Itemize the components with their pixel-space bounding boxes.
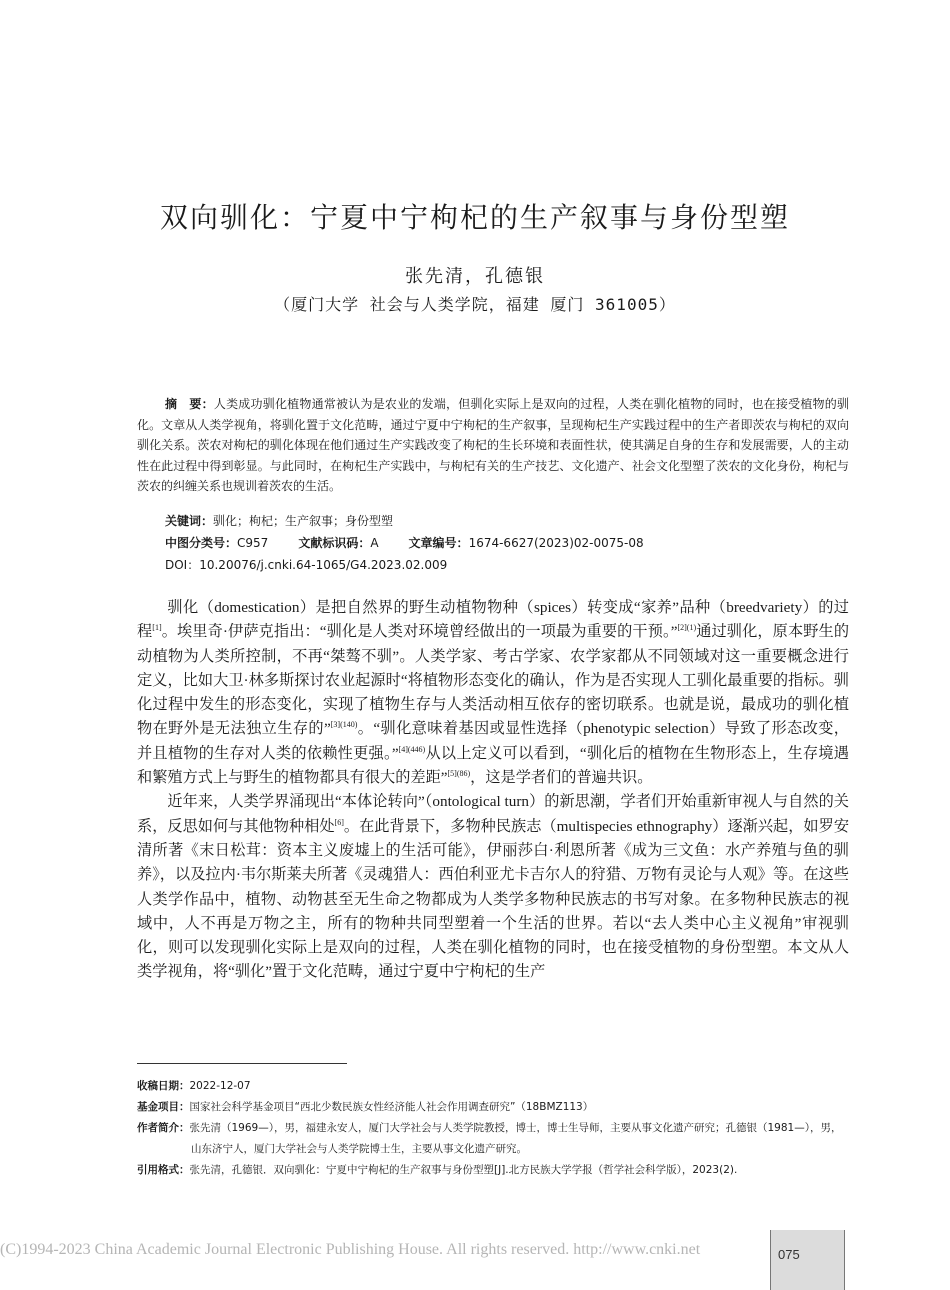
fund-label: 基金项目： bbox=[137, 1101, 190, 1113]
text-run: 通过驯化，原本野生的动植物为人类所控制，不再“桀骜不驯”。人类学家、考古学家、农学家都从不同领域对这一重要概念进行定义，比如大卫·林多斯探讨农业起源时“将植物形态变化的确认，作为是否实现人工驯化最重要的指标。驯化过程中发生的形态变化，实现了植物生存与人类活动相互依存的密切联系。也就是说，最成功的驯化植物在野外是无法独立生存的” bbox=[137, 623, 850, 738]
citation-format-value: 张先清，孔德银．双向驯化：宁夏中宁枸杞的生产叙事与身份型塑[J].北方民族大学学报（哲学社会科学版），2023(2). bbox=[189, 1164, 738, 1176]
doi: DOI：10.20076/j.cnki.64-1065/G4.2023.02.009 bbox=[165, 558, 448, 572]
clc-label: 中图分类号： bbox=[165, 536, 238, 550]
article-number-label: 文章编号： bbox=[408, 536, 469, 550]
abstract-text: 人类成功驯化植物通常被认为是农业的发端，但驯化实际上是双向的过程，人类在驯化植物的同时，也在接受植物的驯化。文章从人类学视角，将驯化置于文化范畴，通过宁夏中宁枸杞的生产叙事，呈现枸杞生产实践过程中的生产者即茨农与枸杞的双向驯化关系。茨农对枸杞的驯化体现在他们通过生产实践改变了枸杞的生长环境和表面性状，使其满足自身的生存和发展需要，人的主动性在此过程中得到彰显。与此同时，在枸杞生产实践中，与枸杞有关的生产技艺、文化遗产、社会文化型塑了茨农的文化身份，枸杞与茨农的纠缠关系也规训着茨农的生活。 bbox=[137, 397, 849, 493]
clc-value: C957 bbox=[237, 536, 269, 550]
fund-project bbox=[137, 1097, 849, 1118]
fund-value: 国家社会科学基金项目“西北少数民族女性经济能人社会作用调查研究”（18BMZ113） bbox=[189, 1101, 594, 1113]
body-paragraph-1 bbox=[137, 596, 849, 790]
received-label: 收稿日期： bbox=[137, 1080, 190, 1092]
text-run: ，这是学者们的普遍共识。 bbox=[470, 769, 653, 787]
text-run: 。“驯化意味着基因或显性选择（phenotypic selection）导致了形态改变，并且植物的生存对人类的依赖性更强。” bbox=[137, 720, 849, 762]
author-bio bbox=[137, 1118, 849, 1160]
keywords-text: 驯化；枸杞；生产叙事；身份型塑 bbox=[213, 514, 394, 528]
citation-format-label: 引用格式： bbox=[137, 1164, 190, 1176]
text-run: 。埃里奇·伊萨克指出：“驯化是人类对环境曾经做出的一项最为重要的干预。” bbox=[161, 623, 678, 641]
received-value: 2022-12-07 bbox=[189, 1080, 251, 1092]
citation-ref: [1] bbox=[152, 623, 162, 633]
text-run: 从以上定义可以看到，“驯化后的植物在生物形态上，生存境遇和繁殖方式上与野生的植物都具有很大的差距” bbox=[137, 744, 849, 787]
footnotes bbox=[137, 1076, 849, 1181]
citation-ref: [5](86) bbox=[447, 769, 471, 779]
affiliation: （厦门大学 社会与人类学院，福建 厦门 361005） bbox=[274, 295, 676, 314]
received-date bbox=[137, 1076, 849, 1097]
body-paragraph-2 bbox=[137, 790, 849, 984]
body-text bbox=[137, 596, 849, 985]
abstract-label: 摘 要： bbox=[165, 397, 214, 411]
keywords-label: 关键词： bbox=[165, 514, 214, 528]
citation-ref: [4](446) bbox=[398, 744, 426, 754]
doc-code-label: 文献标识码： bbox=[298, 536, 371, 550]
author-bio-value: 张先清（1969—），男，福建永安人，厦门大学社会与人类学院教授，博士，博士生导师，主要从事文化遗产研究；孔德银（1981—），男，山东济宁人，厦门大学社会与人类学院博士生，主要从事文化遗产研究。 bbox=[189, 1122, 842, 1155]
text-run: 近年来，人类学界涌现出“本体论转向”（ontological turn）的新思潮，学者们开始重新审视人与自然的关系，反思如何与其他物种相处 bbox=[137, 793, 849, 835]
text-run: 驯化（domestication）是把自然界的野生动植物物种（spices）转变成“家养”品种（breedvariety）的过程 bbox=[137, 599, 849, 641]
article-number-value: 1674-6627(2023)02-0075-08 bbox=[468, 536, 644, 550]
text-run: 。在此背景下，多物种民族志（multispecies ethnography）逐渐兴起，如罗安清所著《末日松茸：资本主义废墟上的生活可能》，伊丽莎白·利恩所著《成为三文鱼：水产养殖与鱼的驯养》，以及拉内·韦尔斯莱夫所著《灵魂猎人：西伯利亚尤卡吉尔人的狩猎、万物有灵论与人观》等。在这些人类学作品中，植物、动物甚至无生命之物都成为人类学多物种民族志的书写对象。在多物种民族志的视域中，人不再是万物之主，所有的物种共同型塑着一个生活的世界。若以“去人类中心主义视角”审视驯化，则可以发现驯化实际上是双向的过程，人类在驯化植物的同时，也在接受植物的身份型塑。本文从人类学视角，将“驯化”置于文化范畴，通过宁夏中宁枸杞的生产 bbox=[137, 817, 850, 981]
classification-line bbox=[165, 534, 644, 551]
keywords bbox=[165, 512, 393, 529]
footnote-divider bbox=[137, 1063, 347, 1064]
authors: 张先清，孔德银 bbox=[405, 266, 545, 287]
citation-ref: [6] bbox=[334, 817, 344, 827]
page-title: 双向驯化：宁夏中宁枸杞的生产叙事与身份型塑 bbox=[159, 201, 790, 234]
author-bio-label: 作者简介： bbox=[137, 1122, 190, 1134]
page-number: 075 bbox=[778, 1247, 800, 1262]
citation-ref: [3](140) bbox=[330, 720, 358, 730]
citation-ref: [2](1) bbox=[677, 623, 697, 633]
abstract bbox=[137, 394, 849, 497]
doc-code-value: A bbox=[370, 536, 379, 550]
citation-format bbox=[137, 1160, 849, 1181]
copyright-watermark: (C)1994-2023 China Academic Journal Electronic Publishing House. All rights reserved. http://www.cnki.net bbox=[0, 1241, 701, 1258]
